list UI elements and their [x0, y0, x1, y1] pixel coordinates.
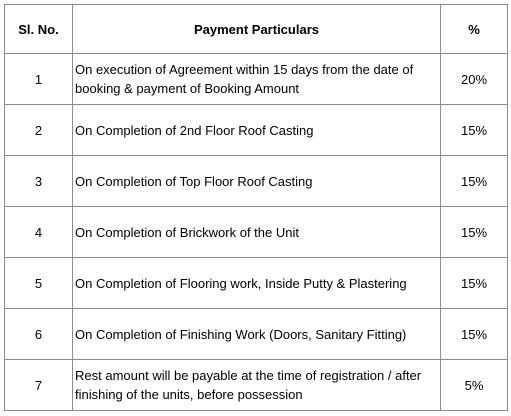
table-row	[5, 105, 508, 156]
row-percent: 15%	[441, 309, 508, 360]
header-sl-no: Sl. No.	[5, 5, 73, 54]
row-particulars: On Completion of 2nd Floor Roof Casting	[73, 105, 441, 156]
row-particulars: On Completion of Flooring work, Inside Putty & Plastering	[73, 258, 441, 309]
row-percent: 5%	[441, 360, 508, 411]
row-particulars: On Completion of Finishing Work (Doors, Sanitary Fitting)	[73, 309, 441, 360]
row-sl-no: 6	[5, 309, 73, 360]
row-percent: 15%	[441, 258, 508, 309]
table-row	[5, 207, 508, 258]
row-particulars: On Completion of Top Floor Roof Casting	[73, 156, 441, 207]
payment-schedule-table	[4, 4, 508, 411]
table-row	[5, 54, 508, 105]
table-row	[5, 156, 508, 207]
row-particulars: On Completion of Brickwork of the Unit	[73, 207, 441, 258]
row-sl-no: 1	[5, 54, 73, 105]
table-row	[5, 258, 508, 309]
row-particulars: On execution of Agreement within 15 days from the date of booking & payment of Booking Amount	[73, 54, 441, 105]
header-percent: %	[441, 5, 508, 54]
row-percent: 15%	[441, 207, 508, 258]
row-sl-no: 3	[5, 156, 73, 207]
row-percent: 20%	[441, 54, 508, 105]
row-percent: 15%	[441, 105, 508, 156]
header-payment-particulars: Payment Particulars	[73, 5, 441, 54]
row-particulars: Rest amount will be payable at the time of registration / after finishing of the units, before possession	[73, 360, 441, 411]
payment-schedule	[4, 4, 508, 411]
table-row	[5, 360, 508, 411]
header-row	[5, 5, 508, 54]
row-sl-no: 2	[5, 105, 73, 156]
row-sl-no: 5	[5, 258, 73, 309]
row-sl-no: 7	[5, 360, 73, 411]
row-percent: 15%	[441, 156, 508, 207]
table-row	[5, 309, 508, 360]
row-sl-no: 4	[5, 207, 73, 258]
